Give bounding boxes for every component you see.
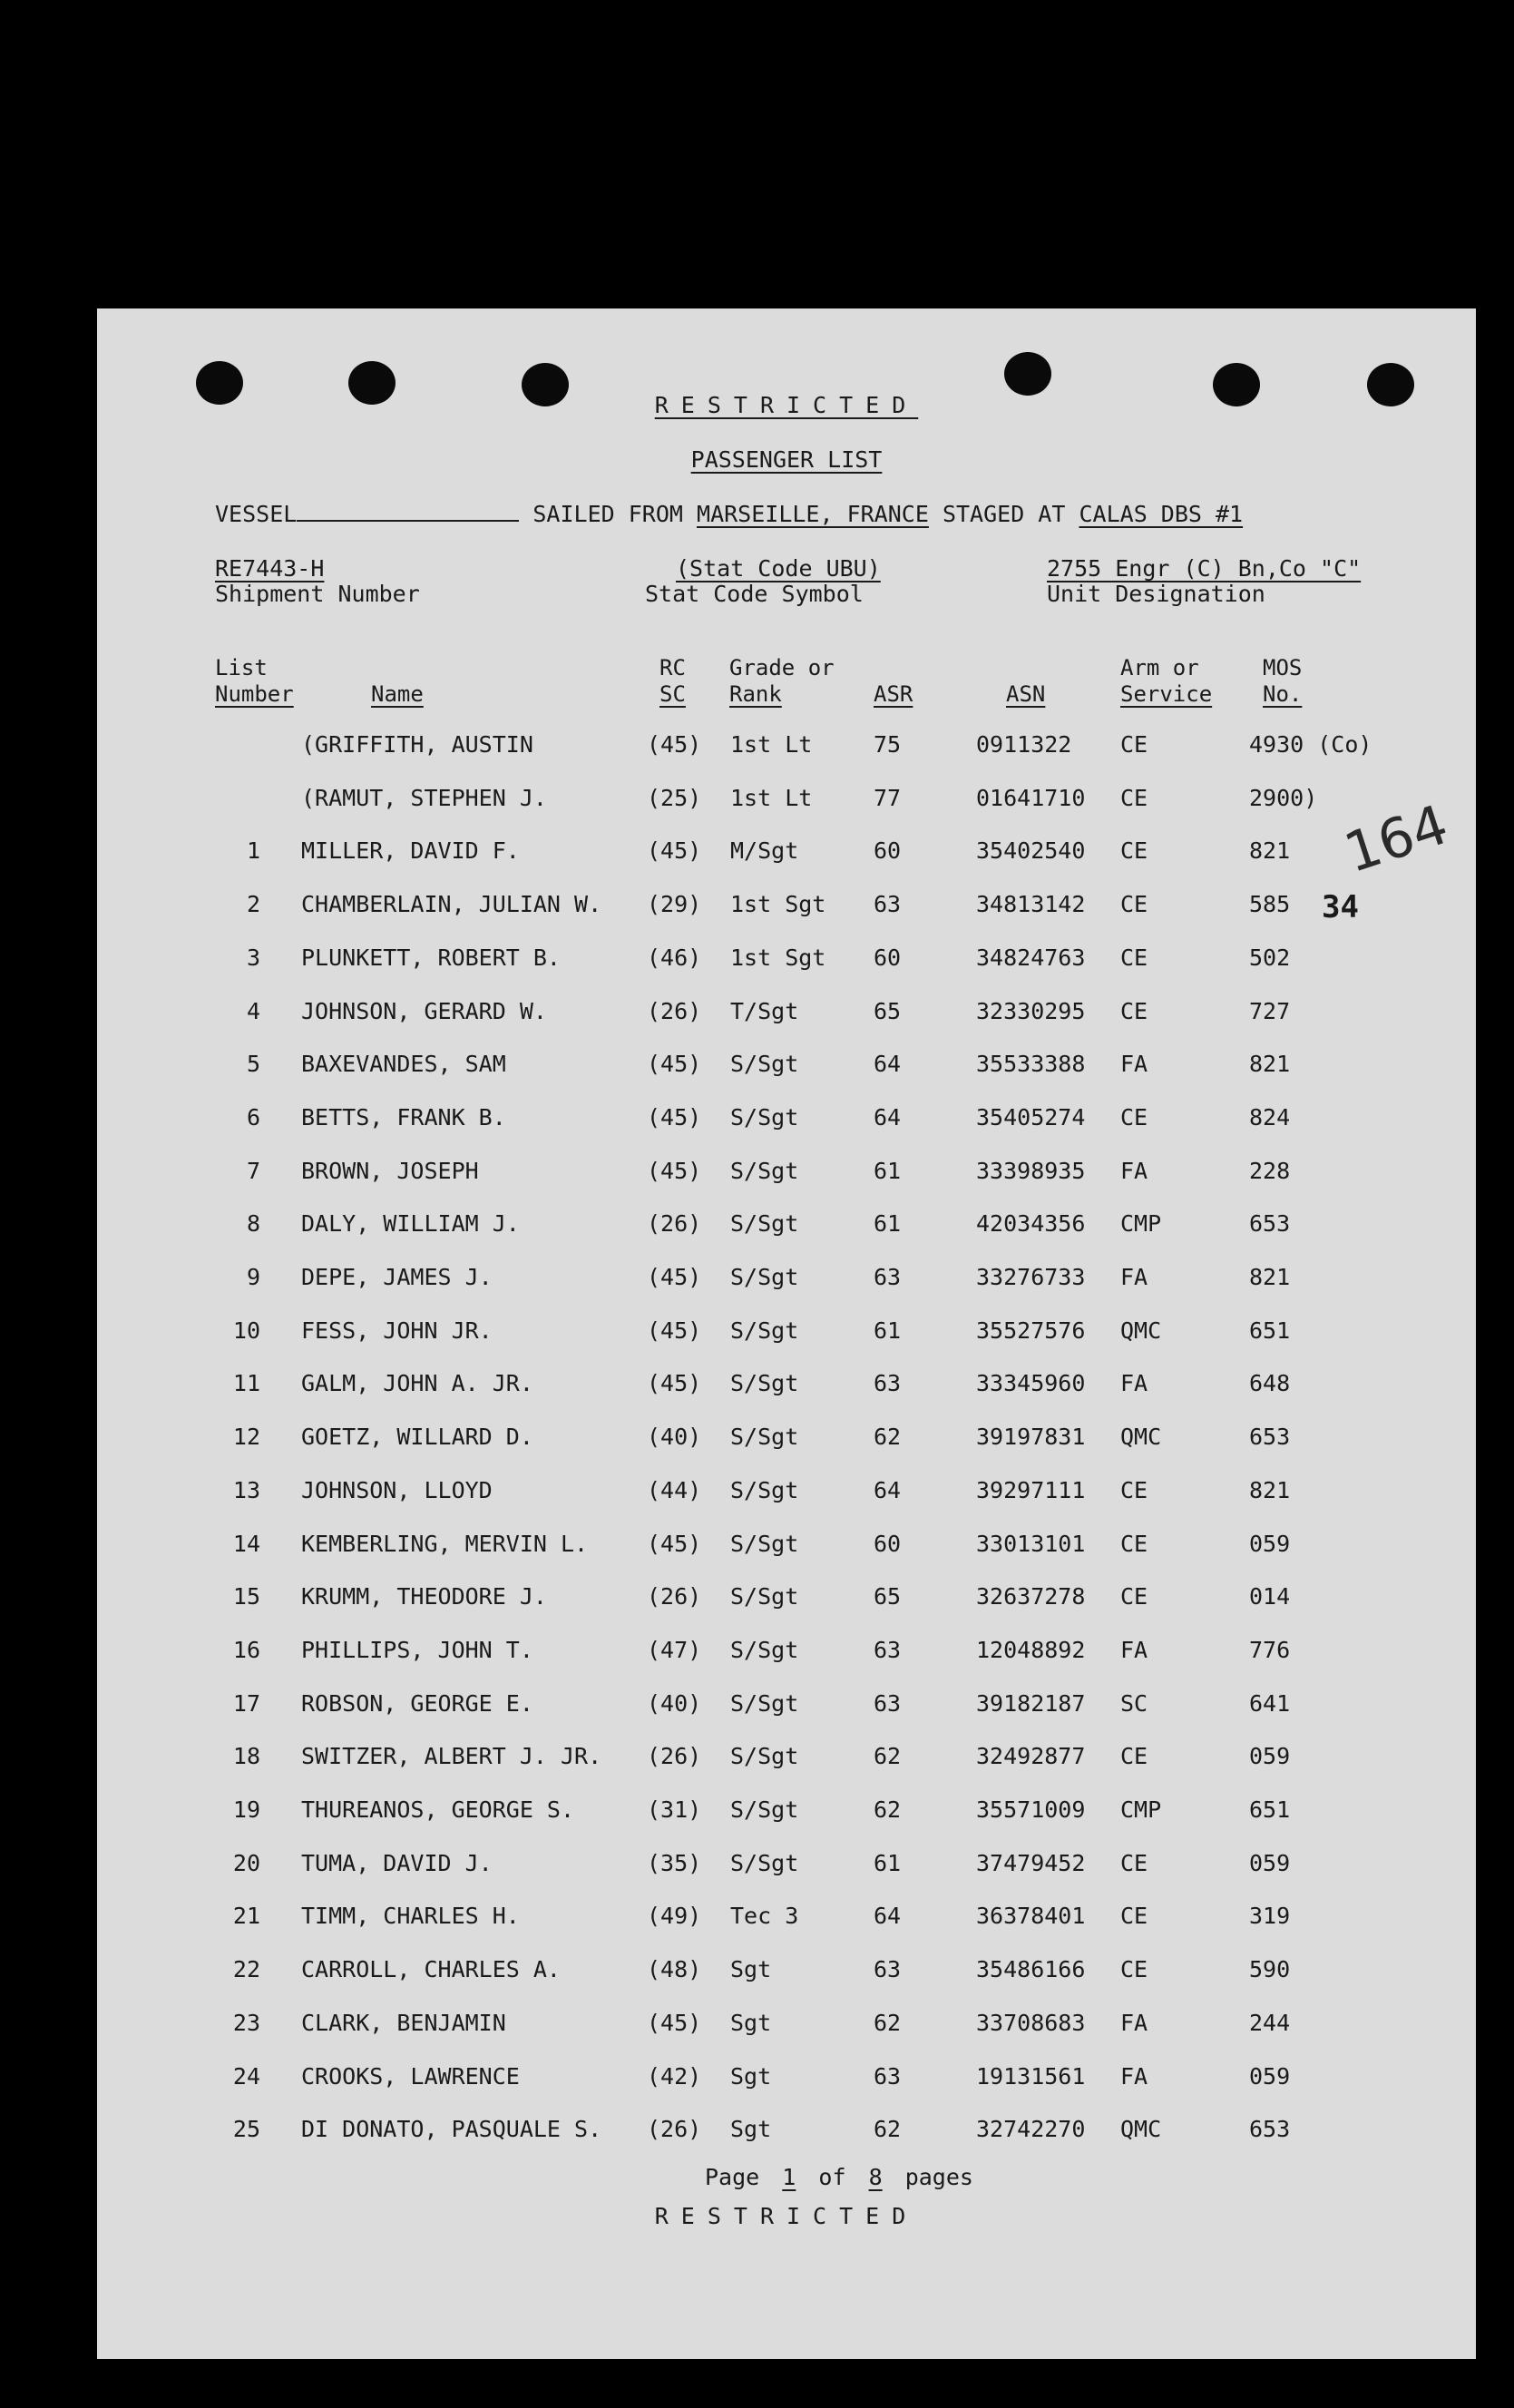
pages-label: pages: [904, 2164, 973, 2190]
passenger-name: BETTS, FRANK B.: [301, 1103, 506, 1131]
grade-rank: S/Sgt: [730, 1530, 799, 1557]
mos-number: 059: [1249, 2062, 1291, 2090]
table-row: [97, 1420, 1476, 1456]
asn-number: 35533388: [976, 1051, 1086, 1078]
mos-number: 821: [1249, 1476, 1291, 1503]
rc-sc: (26): [647, 1583, 702, 1610]
grade-rank: M/Sgt: [730, 837, 799, 865]
passenger-name: CROOKS, LAWRENCE: [301, 2062, 520, 2090]
asn-number: 34824763: [976, 944, 1086, 971]
table-row: [97, 834, 1476, 870]
mos-number: 776: [1249, 1636, 1291, 1663]
list-number: 10: [232, 1317, 260, 1344]
asn-number: 33276733: [976, 1264, 1086, 1290]
rc-sc: (45): [647, 1370, 702, 1397]
asn-number: 33708683: [976, 2009, 1086, 2036]
mos-number: 228: [1249, 1157, 1291, 1184]
page-label: Page: [705, 2164, 760, 2190]
col-header-rc-sc: RC SC: [659, 655, 686, 707]
list-number: 18: [232, 1743, 260, 1770]
asr-score: 61: [874, 1317, 902, 1344]
mos-number: 641: [1249, 1689, 1291, 1717]
table-row: [97, 1739, 1476, 1776]
passenger-name: GOETZ, WILLARD D.: [301, 1424, 533, 1451]
passenger-name: CLARK, BENJAMIN: [301, 2009, 506, 2036]
rc-sc: (40): [647, 1689, 702, 1717]
passenger-name: FESS, JOHN JR.: [301, 1317, 493, 1344]
grade-rank: S/Sgt: [730, 1103, 799, 1131]
rc-sc: (31): [647, 1796, 702, 1823]
rc-sc: (45): [647, 1103, 702, 1131]
mos-number: 059: [1249, 1849, 1291, 1876]
mos-number: 059: [1249, 1743, 1291, 1770]
table-row: [97, 1527, 1476, 1563]
grade-rank: Sgt: [730, 2009, 772, 2036]
asn-number: 39297111: [976, 1476, 1086, 1503]
passenger-name: SWITZER, ALBERT J. JR.: [301, 1743, 602, 1770]
passenger-name: BROWN, JOSEPH: [301, 1157, 479, 1184]
passenger-name: BAXEVANDES, SAM: [301, 1051, 506, 1078]
arm-service: CE: [1120, 997, 1148, 1024]
passenger-name: ROBSON, GEORGE E.: [301, 1689, 533, 1717]
arm-service: CE: [1120, 1530, 1148, 1557]
mos-number: 059: [1249, 1530, 1291, 1557]
list-number: 4: [246, 997, 260, 1024]
col-header-name: Name: [371, 681, 424, 707]
arm-service: CMP: [1120, 1796, 1162, 1823]
passenger-name: CHAMBERLAIN, JULIAN W.: [301, 891, 602, 918]
list-number: 3: [246, 944, 260, 971]
rc-sc: (29): [647, 891, 702, 918]
asn-number: 33398935: [976, 1157, 1086, 1184]
rc-sc: (45): [647, 1264, 702, 1290]
asn-number: 34813142: [976, 891, 1086, 918]
rc-sc: (45): [647, 1317, 702, 1344]
rc-sc: (26): [647, 1210, 702, 1238]
table-row: [97, 1207, 1476, 1243]
grade-rank: S/Sgt: [730, 1583, 799, 1610]
passenger-name: CARROLL, CHARLES A.: [301, 1956, 561, 1983]
rc-sc: (40): [647, 1424, 702, 1451]
grade-rank: S/Sgt: [730, 1264, 799, 1290]
asr-score: 77: [874, 784, 902, 811]
asn-number: 35486166: [976, 1956, 1086, 1983]
rc-sc: (42): [647, 2062, 702, 2090]
list-number: 16: [232, 1636, 260, 1663]
asn-number: 32742270: [976, 2116, 1086, 2143]
list-number: 1: [246, 837, 260, 865]
table-row: [97, 1314, 1476, 1350]
staged-at-label: STAGED AT: [942, 501, 1066, 527]
arm-service: CE: [1120, 1956, 1148, 1983]
rc-sc: (47): [647, 1636, 702, 1663]
asr-score: 62: [874, 1796, 902, 1823]
asr-score: 60: [874, 837, 902, 865]
grade-rank: S/Sgt: [730, 1051, 799, 1078]
document-page: [97, 308, 1476, 2359]
mos-number: 4930 (Co): [1249, 731, 1372, 758]
mos-number: 821: [1249, 837, 1291, 865]
arm-service: FA: [1120, 2062, 1148, 2090]
asr-score: 61: [874, 1157, 902, 1184]
arm-service: CE: [1120, 731, 1148, 758]
mos-number: 319: [1249, 1903, 1291, 1930]
grade-rank: S/Sgt: [730, 1636, 799, 1663]
arm-service: CMP: [1120, 1210, 1162, 1238]
asn-number: 32492877: [976, 1743, 1086, 1770]
restricted-heading: RESTRICTED: [654, 392, 919, 418]
passenger-name: TUMA, DAVID J.: [301, 1849, 493, 1876]
arm-service: FA: [1120, 1370, 1148, 1397]
grade-rank: S/Sgt: [730, 1689, 799, 1717]
table-row: [97, 1793, 1476, 1829]
list-number: 15: [232, 1583, 260, 1610]
grade-rank: Sgt: [730, 2062, 772, 2090]
stat-code-value: (Stat Code UBU): [676, 555, 881, 582]
table-row: [97, 2112, 1476, 2149]
list-number: 24: [232, 2062, 260, 2090]
arm-service: QMC: [1120, 2116, 1162, 2143]
table-row: [97, 1687, 1476, 1723]
mos-number: 821: [1249, 1051, 1291, 1078]
rc-sc: (44): [647, 1476, 702, 1503]
arm-service: CE: [1120, 1903, 1148, 1930]
col-header-list: List Number: [215, 655, 294, 707]
restricted-footer: RESTRICTED: [654, 2203, 919, 2229]
mos-number: 2900): [1249, 784, 1318, 811]
list-number: 17: [232, 1689, 260, 1717]
vessel-line: [215, 501, 1243, 527]
table-row: [97, 728, 1476, 764]
asr-score: 63: [874, 1264, 902, 1290]
passenger-name: TIMM, CHARLES H.: [301, 1903, 520, 1930]
rc-sc: (45): [647, 1530, 702, 1557]
list-number: 7: [246, 1157, 260, 1184]
col-header-arm: Arm or Service: [1120, 655, 1213, 707]
arm-service: FA: [1120, 2009, 1148, 2036]
mos-number: 727: [1249, 997, 1291, 1024]
mos-number: 244: [1249, 2009, 1291, 2036]
grade-rank: S/Sgt: [730, 1796, 799, 1823]
list-number: 5: [246, 1051, 260, 1078]
handwritten-overwrite: 34: [1322, 889, 1359, 925]
stat-code-label: Stat Code Symbol: [645, 581, 864, 607]
list-number: 8: [246, 1210, 260, 1238]
rc-sc: (45): [647, 2009, 702, 2036]
table-row: [97, 1633, 1476, 1669]
mos-number: 014: [1249, 1583, 1291, 1610]
rc-sc: (45): [647, 731, 702, 758]
table-row: [97, 1473, 1476, 1510]
passenger-name: THUREANOS, GEORGE S.: [301, 1796, 575, 1823]
passenger-name: PHILLIPS, JOHN T.: [301, 1636, 533, 1663]
total-pages: 8: [868, 2164, 883, 2190]
grade-rank: S/Sgt: [730, 1743, 799, 1770]
list-number: 21: [232, 1903, 260, 1930]
passenger-list-title: PASSENGER LIST: [690, 446, 883, 473]
grade-rank: S/Sgt: [730, 1476, 799, 1503]
table-row: [97, 1846, 1476, 1883]
grade-rank: T/Sgt: [730, 997, 799, 1024]
list-number: 9: [246, 1264, 260, 1290]
arm-service: SC: [1120, 1689, 1148, 1717]
passenger-name: KEMBERLING, MERVIN L.: [301, 1530, 589, 1557]
asn-number: 32330295: [976, 997, 1086, 1024]
rc-sc: (45): [647, 1051, 702, 1078]
grade-rank: S/Sgt: [730, 1424, 799, 1451]
sailed-from-value: MARSEILLE, FRANCE: [697, 501, 929, 527]
table-row: [97, 1899, 1476, 1935]
mos-number: 821: [1249, 1264, 1291, 1290]
of-label: of: [818, 2164, 846, 2190]
grade-rank: 1st Sgt: [730, 891, 826, 918]
mos-number: 502: [1249, 944, 1291, 971]
table-row: [97, 1260, 1476, 1297]
arm-service: CE: [1120, 837, 1148, 865]
asn-number: 36378401: [976, 1903, 1086, 1930]
passenger-name: DEPE, JAMES J.: [301, 1264, 493, 1290]
mos-number: 590: [1249, 1956, 1291, 1983]
grade-rank: Sgt: [730, 2116, 772, 2143]
asr-score: 65: [874, 1583, 902, 1610]
rc-sc: (46): [647, 944, 702, 971]
table-row: [97, 941, 1476, 977]
arm-service: CE: [1120, 1849, 1148, 1876]
table-row: [97, 1101, 1476, 1137]
table-row: [97, 781, 1476, 817]
asr-score: 64: [874, 1903, 902, 1930]
rc-sc: (26): [647, 997, 702, 1024]
asr-score: 75: [874, 731, 902, 758]
asn-number: 35527576: [976, 1317, 1086, 1344]
col-header-grade: Grade or Rank: [729, 655, 835, 707]
arm-service: CE: [1120, 944, 1148, 971]
asn-number: 35405274: [976, 1103, 1086, 1131]
asr-score: 63: [874, 1636, 902, 1663]
col-header-asr: ASR: [874, 681, 913, 707]
mos-number: 651: [1249, 1317, 1291, 1344]
table-row: [97, 1154, 1476, 1190]
passenger-name: (RAMUT, STEPHEN J.: [301, 784, 547, 811]
passenger-name: PLUNKETT, ROBERT B.: [301, 944, 561, 971]
col-header-asn: ASN: [1006, 681, 1046, 707]
passenger-name: DALY, WILLIAM J.: [301, 1210, 520, 1238]
asr-score: 64: [874, 1103, 902, 1131]
grade-rank: S/Sgt: [730, 1317, 799, 1344]
grade-rank: 1st Lt: [730, 784, 813, 811]
grade-rank: S/Sgt: [730, 1849, 799, 1876]
passenger-name: KRUMM, THEODORE J.: [301, 1583, 547, 1610]
page-count: [705, 2164, 973, 2190]
table-row: [97, 994, 1476, 1031]
col-header-mos: MOS No.: [1263, 655, 1303, 707]
arm-service: CE: [1120, 891, 1148, 918]
mos-number: 648: [1249, 1370, 1291, 1397]
rc-sc: (48): [647, 1956, 702, 1983]
rc-sc: (49): [647, 1903, 702, 1930]
asn-number: 12048892: [976, 1636, 1086, 1663]
table-row: [97, 1047, 1476, 1083]
grade-rank: S/Sgt: [730, 1210, 799, 1238]
table-row: [97, 1953, 1476, 1989]
asn-number: 0911322: [976, 731, 1072, 758]
rc-sc: (26): [647, 1743, 702, 1770]
asr-score: 62: [874, 2009, 902, 2036]
rc-sc: (45): [647, 1157, 702, 1184]
asn-number: 19131561: [976, 2062, 1086, 2090]
arm-service: FA: [1120, 1636, 1148, 1663]
passenger-name: DI DONATO, PASQUALE S.: [301, 2116, 602, 2143]
shipment-number-label: Shipment Number: [215, 581, 420, 607]
asr-score: 64: [874, 1051, 902, 1078]
passenger-name: (GRIFFITH, AUSTIN: [301, 731, 533, 758]
asr-score: 60: [874, 1530, 902, 1557]
arm-service: CE: [1120, 1476, 1148, 1503]
grade-rank: 1st Sgt: [730, 944, 826, 971]
rc-sc: (35): [647, 1849, 702, 1876]
asn-number: 35402540: [976, 837, 1086, 865]
list-number: 11: [232, 1370, 260, 1397]
asr-score: 65: [874, 997, 902, 1024]
mos-number: 653: [1249, 2116, 1291, 2143]
list-number: 14: [232, 1530, 260, 1557]
vessel-label: VESSEL: [215, 501, 298, 527]
asr-score: 64: [874, 1476, 902, 1503]
asn-number: 39182187: [976, 1689, 1086, 1717]
asn-number: 33013101: [976, 1530, 1086, 1557]
arm-service: CE: [1120, 784, 1148, 811]
unit-designation-value: 2755 Engr (C) Bn,Co "C": [1047, 555, 1362, 582]
grade-rank: Tec 3: [730, 1903, 799, 1930]
asn-number: 39197831: [976, 1424, 1086, 1451]
mos-number: 653: [1249, 1424, 1291, 1451]
asr-score: 63: [874, 1956, 902, 1983]
sailed-from-label: SAILED FROM: [532, 501, 683, 527]
list-number: 20: [232, 1849, 260, 1876]
staged-at-value: CALAS DBS #1: [1079, 501, 1244, 527]
arm-service: FA: [1120, 1157, 1148, 1184]
asn-number: 35571009: [976, 1796, 1086, 1823]
asn-number: 33345960: [976, 1370, 1086, 1397]
list-number: 6: [246, 1103, 260, 1131]
list-number: 13: [232, 1476, 260, 1503]
asr-score: 61: [874, 1849, 902, 1876]
asn-number: 42034356: [976, 1210, 1086, 1238]
mos-number: 585: [1249, 891, 1291, 918]
mos-number: 653: [1249, 1210, 1291, 1238]
passenger-name: JOHNSON, LLOYD: [301, 1476, 493, 1503]
asr-score: 63: [874, 1689, 902, 1717]
asn-number: 37479452: [976, 1849, 1086, 1876]
rc-sc: (25): [647, 784, 702, 811]
asn-number: 32637278: [976, 1583, 1086, 1610]
asn-number: 01641710: [976, 784, 1086, 811]
list-number: 12: [232, 1424, 260, 1451]
table-row: [97, 1366, 1476, 1403]
arm-service: CE: [1120, 1583, 1148, 1610]
list-number: 19: [232, 1796, 260, 1823]
asr-score: 63: [874, 891, 902, 918]
table-row: [97, 2060, 1476, 2096]
asr-score: 62: [874, 2116, 902, 2143]
asr-score: 62: [874, 1743, 902, 1770]
mos-number: 651: [1249, 1796, 1291, 1823]
vessel-blank: [297, 520, 519, 522]
list-number: 22: [232, 1956, 260, 1983]
passenger-name: MILLER, DAVID F.: [301, 837, 520, 865]
arm-service: CE: [1120, 1743, 1148, 1770]
grade-rank: Sgt: [730, 1956, 772, 1983]
table-row: [97, 887, 1476, 924]
handwritten-mark: 164: [1336, 793, 1456, 886]
list-number: 2: [246, 891, 260, 918]
passenger-name: JOHNSON, GERARD W.: [301, 997, 547, 1024]
arm-service: QMC: [1120, 1317, 1162, 1344]
shipment-number-value: RE7443-H: [215, 555, 325, 582]
list-number: 25: [232, 2116, 260, 2143]
list-number: 23: [232, 2009, 260, 2036]
unit-designation-label: Unit Designation: [1047, 581, 1265, 607]
grade-rank: S/Sgt: [730, 1157, 799, 1184]
arm-service: CE: [1120, 1103, 1148, 1131]
grade-rank: S/Sgt: [730, 1370, 799, 1397]
asr-score: 63: [874, 2062, 902, 2090]
arm-service: FA: [1120, 1264, 1148, 1290]
page-number: 1: [782, 2164, 796, 2190]
mos-number: 824: [1249, 1103, 1291, 1131]
table-row: [97, 2006, 1476, 2042]
grade-rank: 1st Lt: [730, 731, 813, 758]
punch-hole: [1004, 352, 1051, 396]
asr-score: 63: [874, 1370, 902, 1397]
passenger-name: GALM, JOHN A. JR.: [301, 1370, 533, 1397]
rc-sc: (26): [647, 2116, 702, 2143]
asr-score: 62: [874, 1424, 902, 1451]
arm-service: QMC: [1120, 1424, 1162, 1451]
table-row: [97, 1580, 1476, 1616]
asr-score: 60: [874, 944, 902, 971]
rc-sc: (45): [647, 837, 702, 865]
asr-score: 61: [874, 1210, 902, 1238]
arm-service: FA: [1120, 1051, 1148, 1078]
